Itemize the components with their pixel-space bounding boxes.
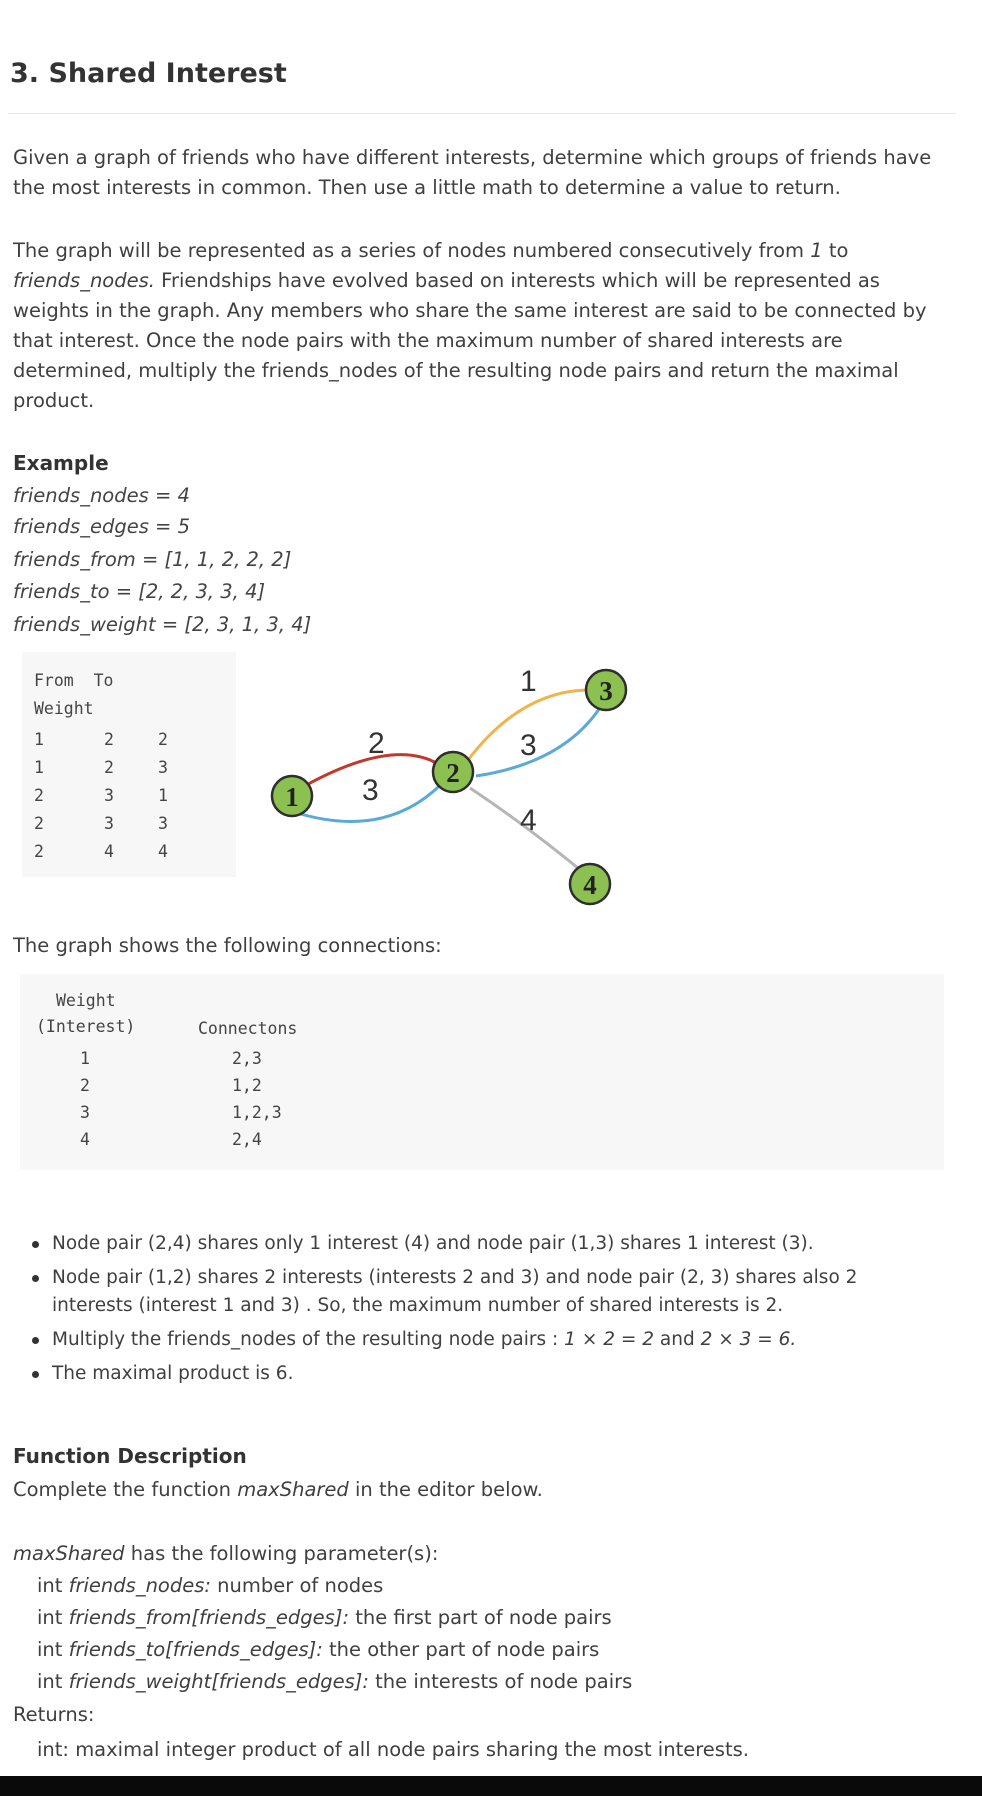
example-line: friends_nodes = 4 [13, 484, 190, 507]
table-cell: 2 [104, 758, 114, 777]
example-line: friends_weight = [2, 3, 1, 3, 4] [13, 613, 312, 636]
edge-label: 4 [520, 804, 537, 837]
friends-graph [250, 650, 650, 930]
problem-title: 3. Shared Interest [10, 58, 287, 89]
edge-label: 3 [362, 774, 379, 807]
table-cell: 4 [158, 842, 168, 861]
function-description-heading: Function Description [13, 1444, 247, 1468]
node-label: 1 [285, 782, 299, 812]
table-cell: 2 [34, 814, 44, 833]
edge-table-header: From To [34, 671, 114, 690]
node-label: 4 [583, 870, 597, 900]
parameters-intro: maxShared has the following parameter(s): [13, 1542, 439, 1565]
table-cell: 2,4 [232, 1130, 262, 1149]
table-cell: 4 [80, 1130, 90, 1149]
table-cell: 1 [34, 758, 44, 777]
graph-edge [476, 698, 606, 776]
intro-paragraph: Given a graph of friends who have different interests, determine which groups of friends have the most interests in common. Then use a little math to determine a value to return. [13, 146, 932, 199]
table-cell: 1 [80, 1049, 90, 1068]
graph-node-1 [272, 776, 312, 816]
parameter-line: int friends_weight[friends_edges]: the interests of node pairs [37, 1670, 633, 1693]
table-cell: 4 [104, 842, 114, 861]
edge-table-header: Weight [34, 699, 94, 718]
list-item: Node pair (2,4) shares only 1 interest (4) and node pair (1,3) shares 1 interest (3). [22, 1230, 942, 1258]
table-cell: 1 [34, 730, 44, 749]
table-cell: 3 [80, 1103, 90, 1122]
table-cell: 2 [80, 1076, 90, 1095]
connections-intro: The graph shows the following connections: [13, 934, 442, 957]
parameter-line: int friends_nodes: number of nodes [37, 1574, 384, 1597]
graph-node-2 [433, 752, 473, 792]
parameter-line: int friends_to[friends_edges]: the other part of node pairs [37, 1638, 600, 1661]
table-cell: 2 [34, 786, 44, 805]
explanation-list [22, 1230, 942, 1394]
table-cell: 2 [158, 730, 168, 749]
example-heading: Example [13, 451, 109, 475]
edge-table [22, 652, 236, 877]
returns-text: int: maximal integer product of all node pairs sharing the most interests. [37, 1738, 749, 1761]
connections-header: Connectons [198, 1019, 298, 1038]
returns-label: Returns: [13, 1703, 95, 1726]
table-cell: 3 [104, 786, 114, 805]
graph-node-3 [586, 670, 626, 710]
function-description-text: Complete the function maxShared in the editor below. [13, 1478, 543, 1501]
node-label: 2 [446, 758, 460, 788]
list-item: Multiply the friends_nodes of the resulting node pairs : 1 × 2 = 2 and 2 × 3 = 6. [22, 1326, 942, 1354]
table-cell: 3 [104, 814, 114, 833]
bottom-bar [0, 1776, 982, 1796]
example-line: friends_edges = 5 [13, 515, 190, 538]
node-label: 3 [599, 676, 613, 706]
connections-table [20, 974, 944, 1170]
description-paragraph: The graph will be represented as a series of nodes numbered consecutively from 1 to friends_nodes. Friendships have evolved based on interests which will be represented as weights in the graph. Any members who share the same interest are said to be connected by that interest. Once the node pairs with the maximum number of shared interests are determined, multiply the friends_nodes of the resulting node pairs and return the maximal product. [13, 239, 927, 412]
list-item: Node pair (1,2) shares 2 interests (interests 2 and 3) and node pair (2, 3) shares also 2 interests (interest 1 and 3) . So, the maximum number of shared interests is 2. [22, 1264, 942, 1320]
title-divider [8, 113, 956, 114]
table-cell: 1 [158, 786, 168, 805]
table-cell: 3 [158, 814, 168, 833]
connections-header: Weight [56, 991, 116, 1010]
graph-node-4 [570, 864, 610, 904]
edge-label: 3 [520, 729, 537, 762]
edge-label: 2 [368, 727, 385, 760]
edge-label: 1 [520, 665, 537, 698]
table-cell: 2 [104, 730, 114, 749]
table-cell: 2,3 [232, 1049, 262, 1068]
example-line: friends_from = [1, 1, 2, 2, 2] [13, 548, 292, 571]
parameter-line: int friends_from[friends_edges]: the first part of node pairs [37, 1606, 612, 1629]
table-cell: 2 [34, 842, 44, 861]
table-cell: 1,2,3 [232, 1103, 282, 1122]
table-cell: 3 [158, 758, 168, 777]
connections-header: (Interest) [36, 1017, 136, 1036]
list-item: The maximal product is 6. [22, 1360, 942, 1388]
table-cell: 1,2 [232, 1076, 262, 1095]
example-line: friends_to = [2, 2, 3, 3, 4] [13, 580, 266, 603]
